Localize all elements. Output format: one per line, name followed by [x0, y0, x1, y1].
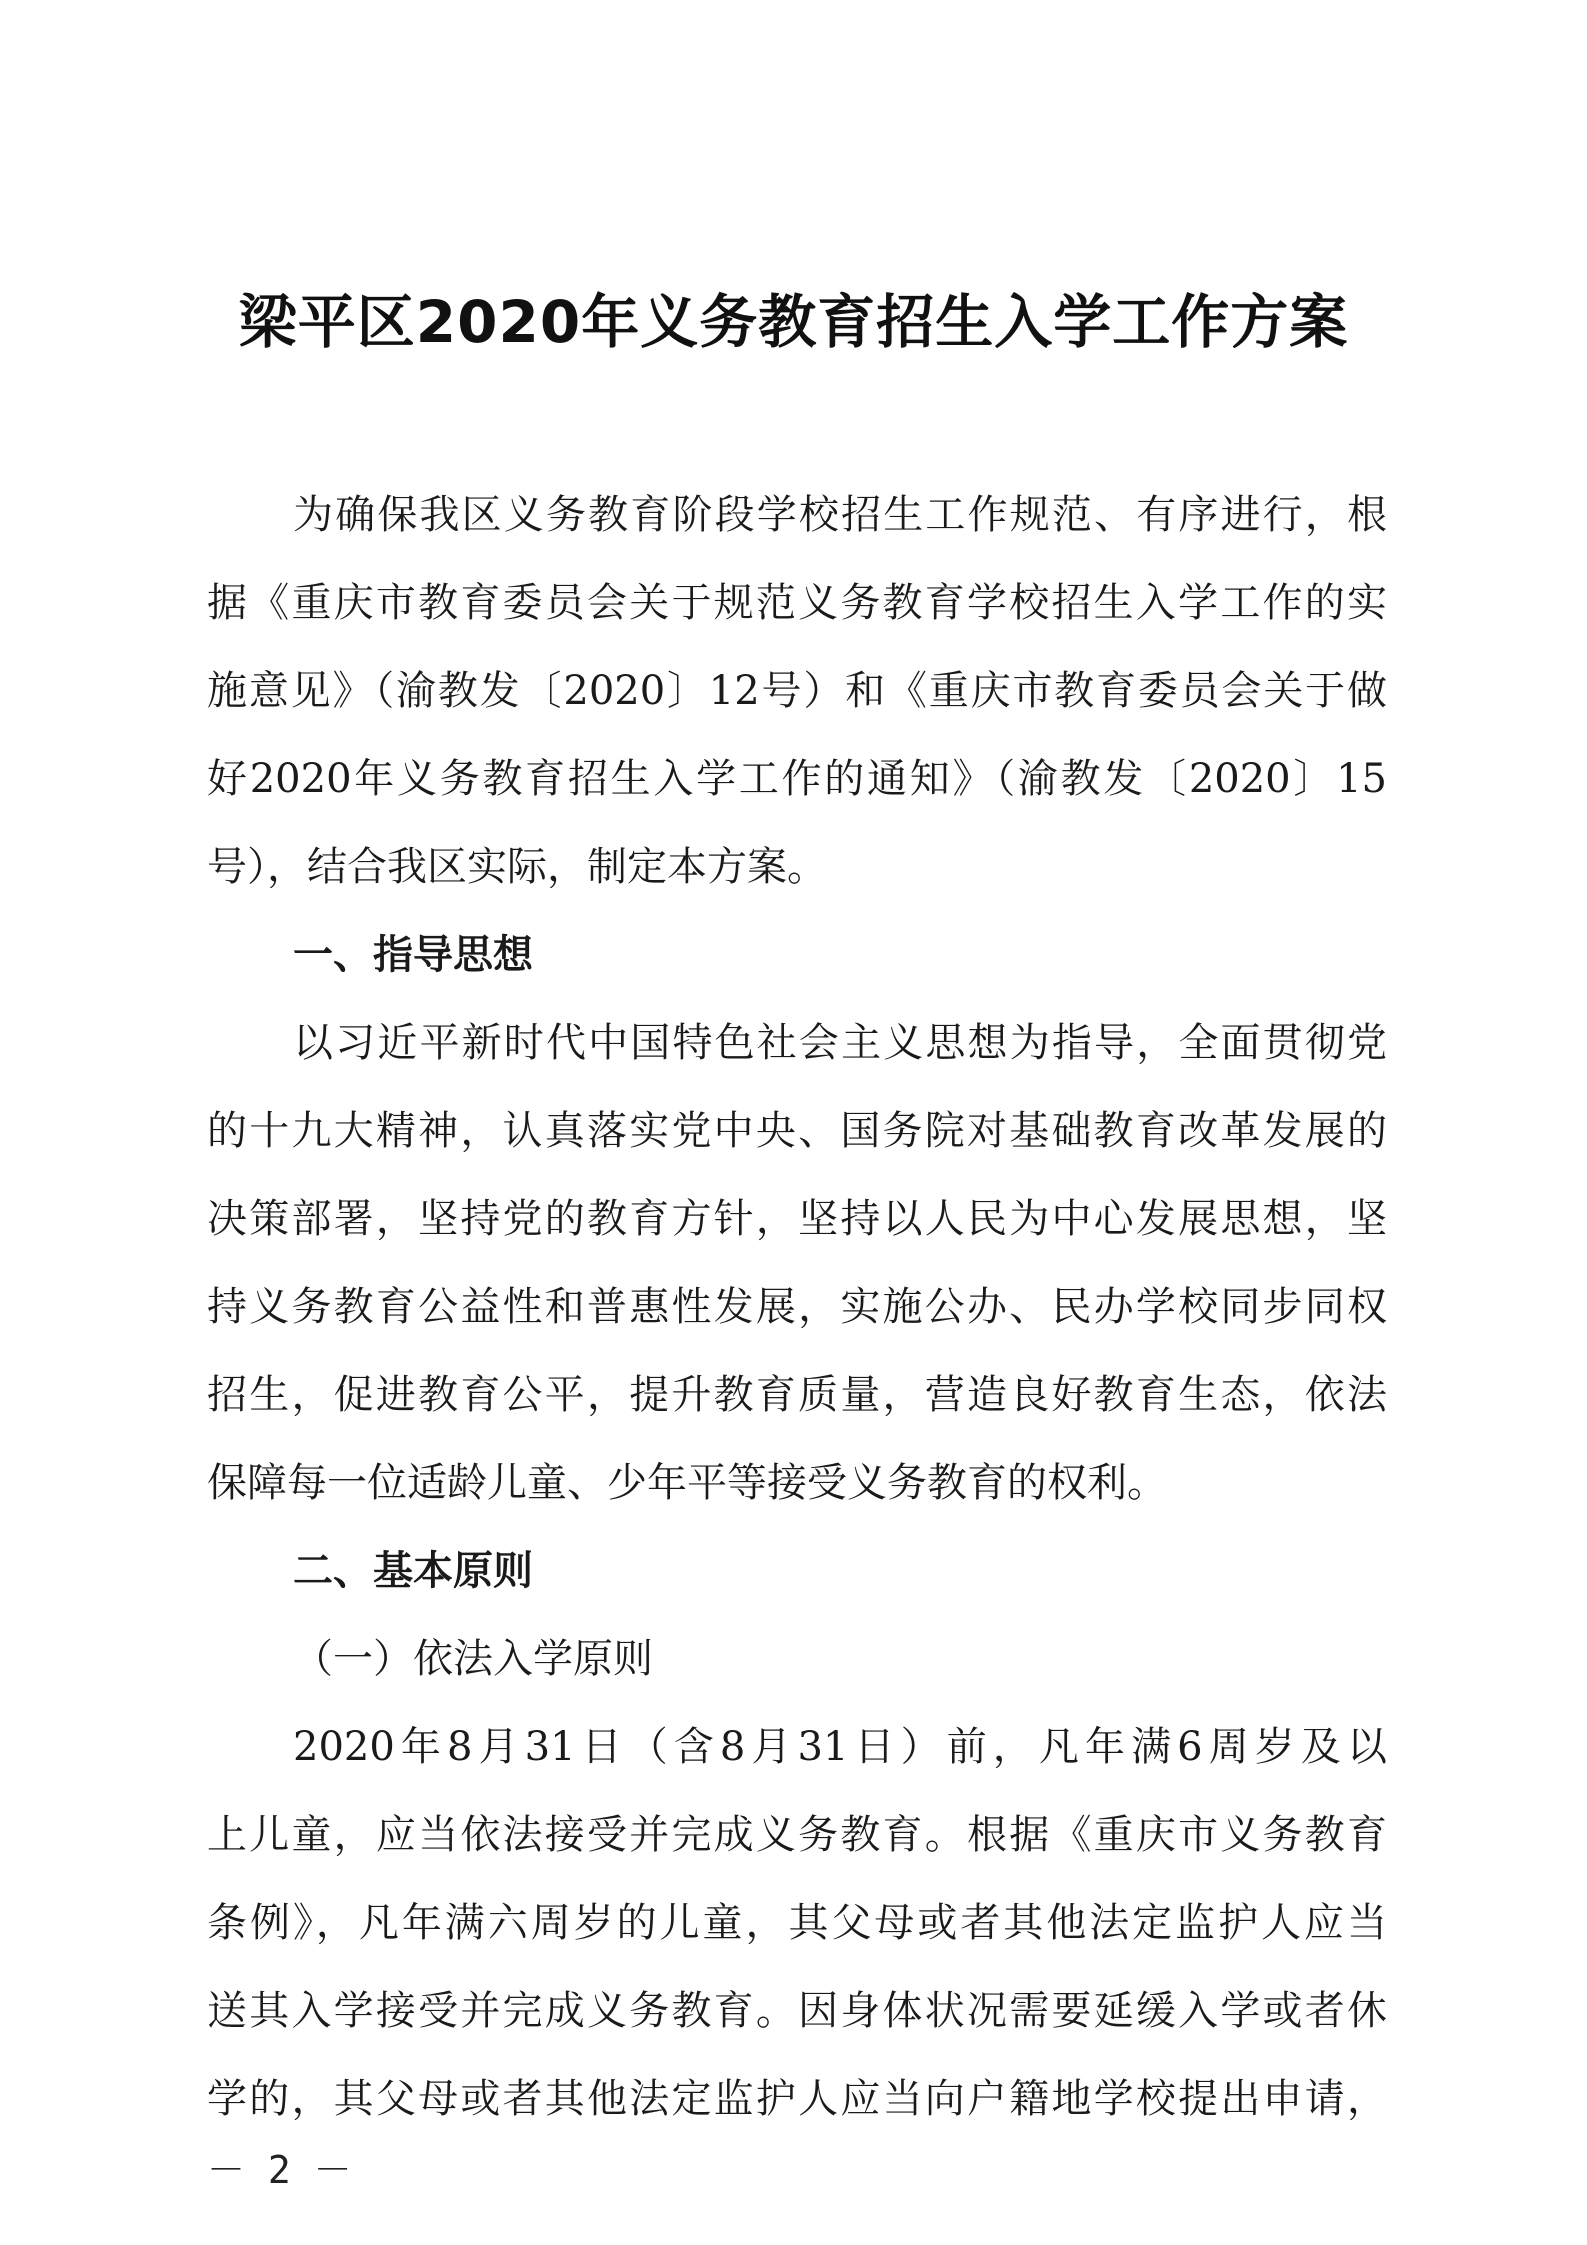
intro-line: 据《重庆市教育委员会关于规范义务教育学校招生入学工作的实 [207, 580, 1387, 626]
section1-line: 的十九大精神，认真落实党中央、国务院对基础教育改革发展的 [207, 1108, 1387, 1154]
section2-line: 条例》，凡年满六周岁的儿童，其父母或者其他法定监护人应当 [207, 1900, 1387, 1946]
section1-line: 决策部署，坚持党的教育方针，坚持以人民为中心发展思想，坚 [207, 1196, 1387, 1242]
document-title: 梁平区2020年义务教育招生入学工作方案 [238, 288, 1349, 356]
section2-line: 送其入学接受并完成义务教育。因身体状况需要延缓入学或者休 [207, 1988, 1387, 2034]
intro-line: 号），结合我区实际，制定本方案。 [207, 844, 827, 890]
page-number: － 2 － [207, 2148, 352, 2192]
section1-line: 持义务教育公益性和普惠性发展，实施公办、民办学校同步同权 [207, 1284, 1387, 1330]
section-heading-guiding-ideology: 一、指导思想 [293, 932, 533, 978]
intro-line: 好2020年义务教育招生入学工作的通知》（渝教发〔2020〕15 [207, 756, 1387, 802]
section2-line: 上儿童，应当依法接受并完成义务教育。根据《重庆市义务教育 [207, 1812, 1387, 1858]
section1-line: 招生，促进教育公平，提升教育质量，营造良好教育生态，依法 [207, 1372, 1387, 1418]
section-heading-basic-principles: 二、基本原则 [293, 1548, 533, 1594]
section1-line: 保障每一位适龄儿童、少年平等接受义务教育的权利。 [207, 1460, 1167, 1506]
section1-line: 以习近平新时代中国特色社会主义思想为指导，全面贯彻党 [293, 1020, 1387, 1066]
intro-line: 为确保我区义务教育阶段学校招生工作规范、有序进行，根 [293, 492, 1387, 538]
intro-line: 施意见》（渝教发〔2020〕12号）和《重庆市教育委员会关于做 [207, 668, 1387, 714]
section2-line: 学的，其父母或者其他法定监护人应当向户籍地学校提出申请， [207, 2076, 1387, 2122]
subsection-heading-lawful-enrollment: （一）依法入学原则 [293, 1636, 653, 1682]
section2-line: 2020年8月31日（含8月31日）前，凡年满6周岁及以 [293, 1724, 1387, 1770]
